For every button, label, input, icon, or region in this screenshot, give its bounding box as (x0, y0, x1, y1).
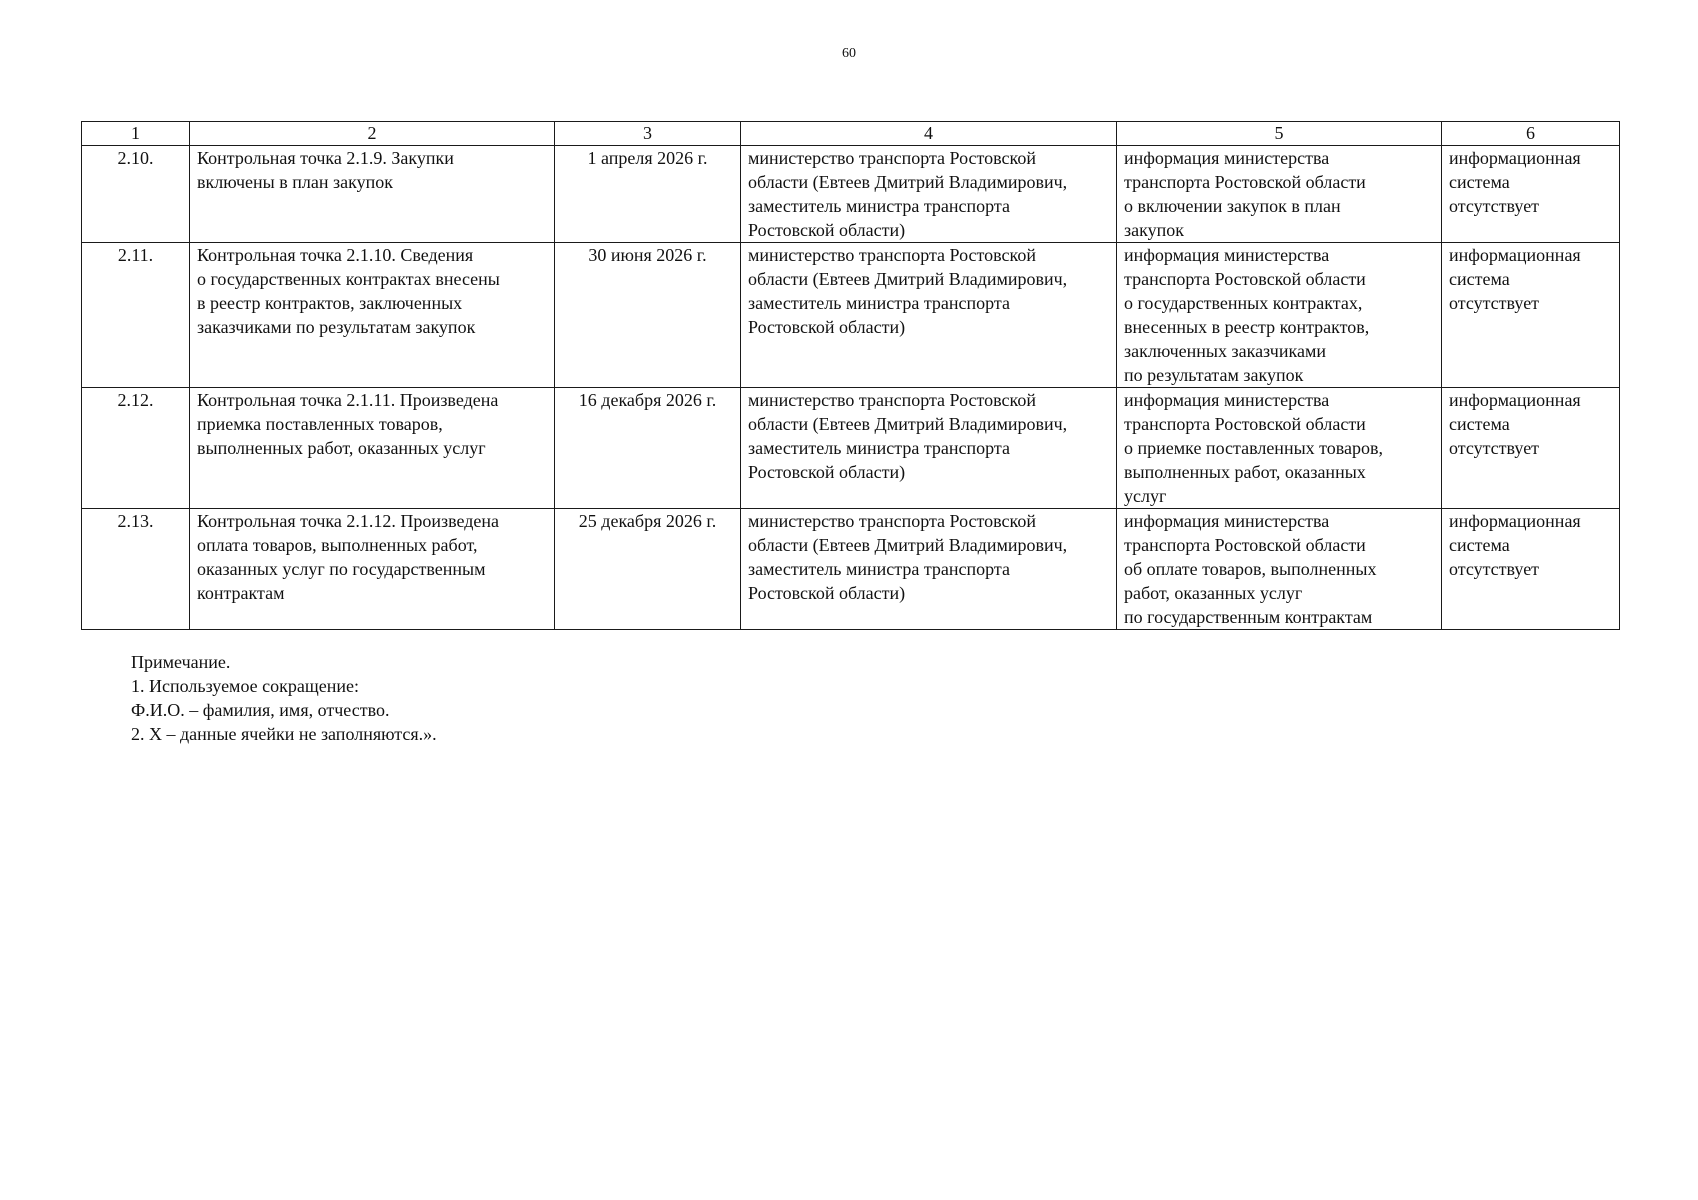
notes-section (131, 650, 437, 746)
responsible-executor: министерство транспорта Ростовской области (Евтеев Дмитрий Владимирович, заместитель министра транспорта Ростовской области) (741, 146, 1117, 243)
responsible-executor: министерство транспорта Ростовской области (Евтеев Дмитрий Владимирович, заместитель министра транспорта Ростовской области) (741, 509, 1117, 630)
note-item: 1. Используемое сокращение: (131, 676, 359, 696)
deadline-date: 16 декабря 2026 г. (555, 388, 741, 509)
note-item: Ф.И.О. – фамилия, имя, отчество. (131, 700, 390, 720)
header-cell: 5 (1117, 122, 1442, 146)
notes-title: Примечание. (131, 652, 231, 672)
control-point-name: Контрольная точка 2.1.10. Сведения о государственных контрактах внесены в реестр контрактов, заключенных заказчиками по результатам закупок (190, 243, 555, 388)
deadline-date: 25 декабря 2026 г. (555, 509, 741, 630)
control-point-name: Контрольная точка 2.1.12. Произведена оплата товаров, выполненных работ, оказанных услуг по государственным контрактам (190, 509, 555, 630)
header-cell: 3 (555, 122, 741, 146)
table-row (82, 243, 1620, 388)
information-system: информационная система отсутствует (1442, 509, 1620, 630)
deadline-date: 1 апреля 2026 г. (555, 146, 741, 243)
control-point-name: Контрольная точка 2.1.9. Закупки включены в план закупок (190, 146, 555, 243)
responsible-executor: министерство транспорта Ростовской области (Евтеев Дмитрий Владимирович, заместитель министра транспорта Ростовской области) (741, 388, 1117, 509)
header-cell: 1 (82, 122, 190, 146)
header-cell: 2 (190, 122, 555, 146)
deadline-date: 30 июня 2026 г. (555, 243, 741, 388)
table-row (82, 509, 1620, 630)
confirming-document: информация министерства транспорта Ростовской области о государственных контрактах, внесенных в реестр контрактов, заключенных заказчиками по результатам закупок (1117, 243, 1442, 388)
row-number: 2.12. (82, 388, 190, 509)
confirming-document: информация министерства транспорта Ростовской области о приемке поставленных товаров, выполненных работ, оказанных услуг (1117, 388, 1442, 509)
information-system: информационная система отсутствует (1442, 243, 1620, 388)
confirming-document: информация министерства транспорта Ростовской области об оплате товаров, выполненных работ, оказанных услуг по государственным контрактам (1117, 509, 1442, 630)
control-point-name: Контрольная точка 2.1.11. Произведена приемка поставленных товаров, выполненных работ, оказанных услуг (190, 388, 555, 509)
table-header-row (82, 122, 1620, 146)
table-row (82, 388, 1620, 509)
information-system: информационная система отсутствует (1442, 388, 1620, 509)
note-item: 2. Х – данные ячейки не заполняются.». (131, 724, 437, 744)
row-number: 2.10. (82, 146, 190, 243)
table-row (82, 146, 1620, 243)
header-cell: 6 (1442, 122, 1620, 146)
page-number: 60 (842, 46, 856, 61)
row-number: 2.11. (82, 243, 190, 388)
row-number: 2.13. (82, 509, 190, 630)
control-points-table (81, 121, 1620, 630)
confirming-document: информация министерства транспорта Ростовской области о включении закупок в план закупок (1117, 146, 1442, 243)
responsible-executor: министерство транспорта Ростовской области (Евтеев Дмитрий Владимирович, заместитель министра транспорта Ростовской области) (741, 243, 1117, 388)
information-system: информационная система отсутствует (1442, 146, 1620, 243)
header-cell: 4 (741, 122, 1117, 146)
